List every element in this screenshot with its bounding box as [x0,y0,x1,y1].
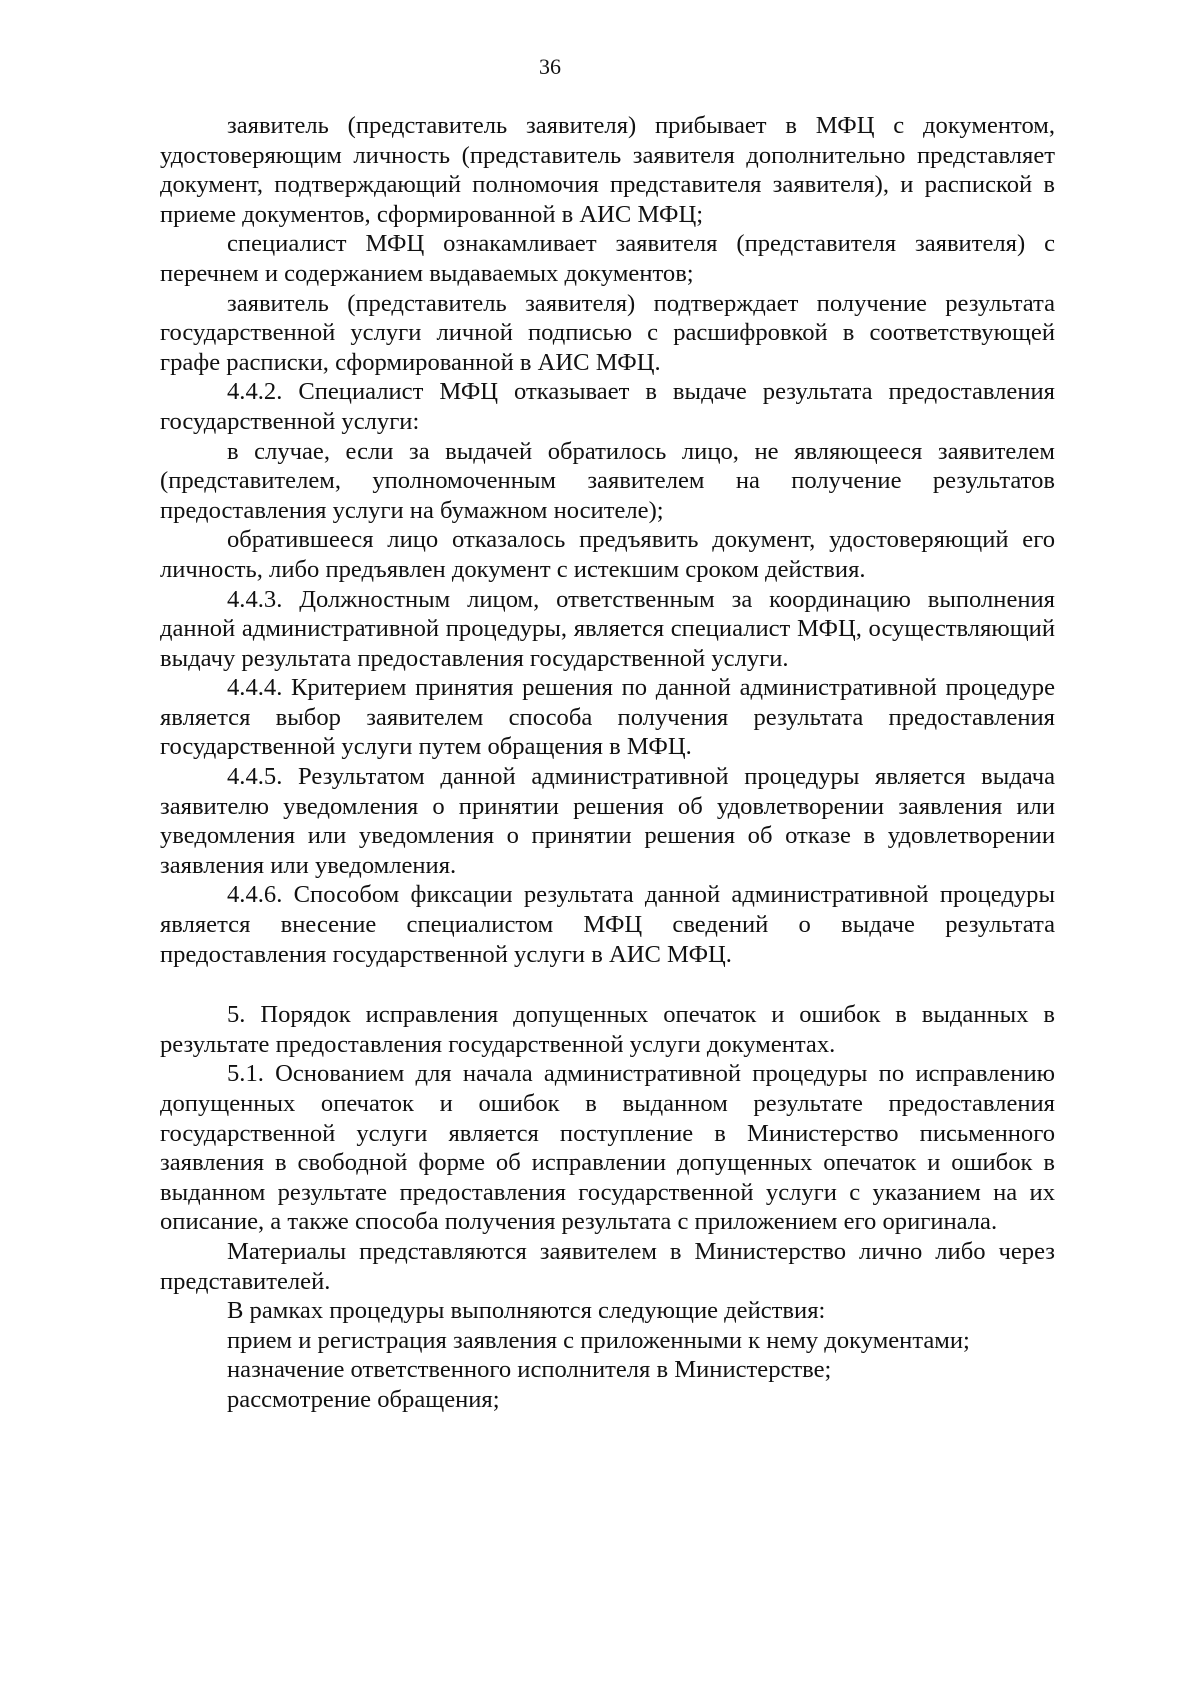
section-5-heading: 5. Порядок исправления допущенных опечаток и ошибок в выданных в результате предоставления государственной услуги документах. [160,1001,1055,1058]
paragraph-4-4-6: 4.4.6. Способом фиксации результата данной административной процедуры является внесение специалистом МФЦ сведений о выдаче результата предоставления государственной услуги в АИС МФЦ. [160,881,1055,968]
paragraph-refusal-case-2: обратившееся лицо отказалось предъявить документ, удостоверяющий его личность, либо предъявлен документ с истекшим сроком действия. [160,526,1055,583]
paragraph-actions-intro: В рамках процедуры выполняются следующие действия: [227,1297,826,1325]
paragraph-applicant-arrives: заявитель (представитель заявителя) прибывает в МФЦ с документом, удостоверяющим личность (представитель заявителя дополнительно представляет документ, подтверждающий полномочия представителя заявителя), и распиской в приеме документов, сформированной в АИС МФЦ; [160,112,1055,228]
paragraph-4-4-5: 4.4.5. Результатом данной административной процедуры является выдача заявителю уведомления о принятии решения об удовлетворении заявления или уведомления или уведомления о принятии решения об отказе в удовлетворении заявления или уведомления. [160,763,1055,879]
paragraph-specialist-familiarizes: специалист МФЦ ознакамливает заявителя (представителя заявителя) с перечнем и содержанием выдаваемых документов; [160,230,1055,287]
page-number: 36 [539,54,561,79]
paragraph-4-4-4: 4.4.4. Критерием принятия решения по данной административной процедуре является выбор заявителем способа получения результата предоставления государственной услуги путем обращения в МФЦ. [160,674,1055,761]
paragraph-4-4-3: 4.4.3. Должностным лицом, ответственным за координацию выполнения данной административной процедуры, является специалист МФЦ, осуществляющий выдачу результата предоставления государственной услуги. [160,585,1055,672]
section-spacer [160,969,1055,1000]
paragraph-4-4-2: 4.4.2. Специалист МФЦ отказывает в выдаче результата предоставления государственной услуги: [160,378,1055,435]
paragraph-applicant-confirms: заявитель (представитель заявителя) подтверждает получение результата государственной услуги личной подписью с расшифровкой в соответствующей графе расписки, сформированной в АИС МФЦ. [160,289,1055,376]
document-body [160,111,1055,1415]
list-item-assignment: назначение ответственного исполнителя в Министерстве; [227,1356,832,1384]
list-item-reception: прием и регистрация заявления с приложенными к нему документами; [227,1326,970,1354]
list-item-review: рассмотрение обращения; [227,1385,500,1413]
paragraph-5-1: 5.1. Основанием для начала административной процедуры по исправлению допущенных опечаток и ошибок в выданном результате предоставления государственной услуги является поступление в Министерство письменного заявления в свободной форме об исправлении допущенных опечаток и ошибок в выданном результате предоставления государственной услуги с указанием на их описание, а также способа получения результата с приложением его оригинала. [160,1060,1055,1236]
paragraph-materials: Материалы представляются заявителем в Министерство лично либо через представителей. [160,1237,1055,1295]
paragraph-refusal-case-1: в случае, если за выдачей обратилось лицо, не являющееся заявителем (представителем, уполномоченным заявителем на получение результатов предоставления услуги на бумажном носителе); [160,437,1055,524]
